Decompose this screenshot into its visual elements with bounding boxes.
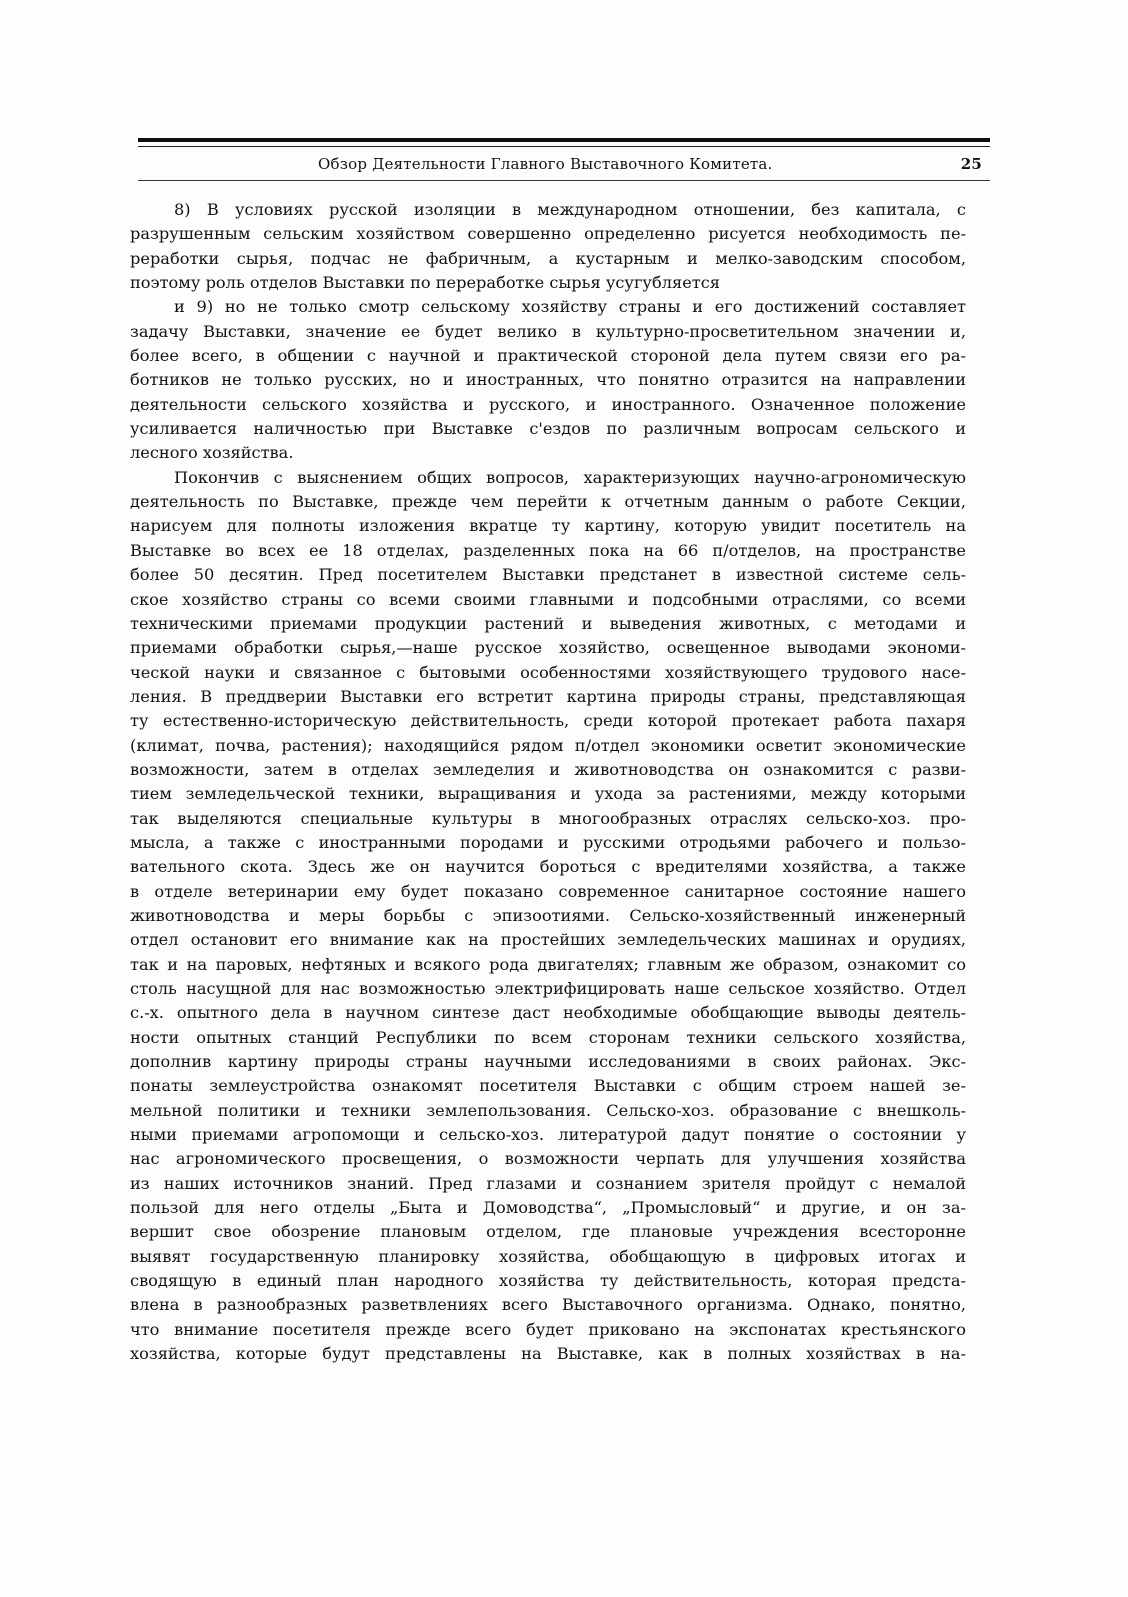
text-line: животноводства и меры борьбы с эпизоотиями. Сельско-хозяйственный инженерный (130, 905, 966, 925)
body-text (130, 198, 966, 1367)
text-line: вательного скота. Здесь же он научится бороться с вредителями хозяйства, а также (130, 857, 966, 877)
text-line: столь насущной для нас возможностью электрифицировать наше сельское хозяйство. Отдел (130, 979, 966, 998)
text-line: деятельности сельского хозяйства и русского, и иностранного. Означенное положение (130, 394, 966, 414)
text-line: влена в разнообразных разветвлениях всего Выставочного организма. Однако, понятно, (130, 1295, 966, 1315)
text-line: усиливается наличностью при Выставке с'ездов по различным вопросам сельского и (130, 419, 966, 439)
text-line: ления. В преддверии Выставки его встретит картина природы страны, представляющая (130, 686, 966, 706)
running-header-title: Обзор Деятельности Главного Выставочного Комитета. (318, 155, 773, 173)
text-line: реработки сырья, подчас не фабричным, а кустарным и мелко-заводским способом, (130, 248, 966, 268)
text-line: (климат, почва, растения); находящийся рядом п/отдел экономики осветит экономические (130, 735, 966, 755)
text-line: задачу Выставки, значение ее будет велико в культурно-просветительном значении и, (130, 321, 966, 341)
header-rule-thick (138, 138, 990, 142)
text-line: что внимание посетителя прежде всего будет приковано на экспонатах крестьянского (130, 1319, 966, 1339)
text-line: мысла, а также с иностранными породами и русскими отродьями рабочего и пользо- (130, 832, 966, 852)
text-line: хозяйства, которые будут представлены на Выставке, как в полных хозяйствах в на- (130, 1344, 966, 1364)
text-line: нас агрономического просвещения, о возможности черпать для улучшения хозяйства (130, 1149, 966, 1169)
text-line: Выставке во всех ее 18 отделах, разделенных пока на 66 п/отделов, на пространстве (130, 540, 966, 560)
text-line: техническими приемами продукции растений и выведения животных, с методами и (130, 613, 966, 633)
text-line: более 50 десятин. Пред посетителем Выставки предстанет в известной системе сель- (130, 565, 966, 585)
text-line: с.-х. опытного дела в научном синтезе даст необходимые обобщающие выводы деятель- (130, 1003, 966, 1023)
text-line: из наших источников знаний. Пред глазами и сознанием зрителя пройдут с немалой (130, 1173, 966, 1193)
text-line: лесного хозяйства. (130, 443, 294, 463)
text-line: приемами обработки сырья,—наше русское хозяйство, освещенное выводами экономи- (130, 638, 966, 658)
text-line: ческой науки и связанное с бытовыми особенностями хозяйствующего трудового насе- (130, 662, 966, 682)
text-line: так выделяются специальные культуры в многообразных отраслях сельско-хоз. про- (130, 808, 966, 828)
text-line: вершит свое обозрение плановым отделом, где плановые учреждения всесторонне (130, 1222, 966, 1242)
page-number: 25 (960, 155, 982, 173)
text-line: ботников не только русских, но и иностранных, что понятно отразится на направлении (130, 370, 966, 390)
text-line: ными приемами агропомощи и сельско-хоз. литературой дадут понятие о состоянии у (130, 1125, 966, 1145)
text-line: мельной политики и техники землепользования. Сельско-хоз. образование с внешколь- (130, 1100, 966, 1120)
text-line: и 9) но не только смотр сельскому хозяйству страны и его достижений составляет (174, 297, 966, 317)
paragraph (130, 466, 966, 1367)
text-line: нарисуем для полноты изложения вкратце ту картину, которую увидит посетитель на (130, 516, 966, 536)
text-line: возможности, затем в отделах земледелия и животноводства он ознакомится с разви- (130, 759, 966, 779)
running-header (138, 152, 990, 176)
text-line: сводящую в единый план народного хозяйства ту действительность, которая предста- (130, 1271, 966, 1291)
text-line: тием земледельческой техники, выращивания и ухода за растениями, между которыми (130, 784, 966, 804)
text-line: Покончив с выяснением общих вопросов, характеризующих научно-агрономическую (174, 467, 966, 487)
text-line: ности опытных станций Республики по всем сторонам техники сельского хозяйства, (130, 1027, 966, 1047)
text-line: в отделе ветеринарии ему будет показано современное санитарное состояние нашего (130, 881, 966, 901)
text-line: ту естественно-историческую действительность, среди которой протекает работа пахаря (130, 711, 966, 731)
paragraph (130, 295, 966, 465)
text-line: деятельность по Выставке, прежде чем перейти к отчетным данным о работе Секции, (130, 492, 966, 512)
text-line: выявят государственную планировку хозяйства, обобщающую в цифровых итогах и (130, 1246, 966, 1266)
text-line: дополнив картину природы страны научными исследованиями в своих районах. Экс- (130, 1052, 966, 1072)
text-line: отдел остановит его внимание как на простейших земледельческих машинах и орудиях, (130, 930, 966, 950)
text-line: понаты землеустройства ознакомят посетителя Выставки с общим строем нашей зе- (130, 1076, 966, 1096)
text-line: поэтому роль отделов Выставки по переработке сырья усугубляется (130, 273, 721, 293)
paragraph (130, 198, 966, 295)
text-line: ское хозяйство страны со всеми своими главными и подсобными отраслями, со всеми (130, 589, 966, 609)
header-rule-bottom (138, 180, 990, 181)
text-line: разрушенным сельским хозяйством совершенно определенно рисуется необходимость пе- (130, 224, 966, 244)
text-line: так и на паровых, нефтяных и всякого рода двигателях; главным же образом, ознакомит со (130, 954, 966, 974)
text-line: 8) В условиях русской изоляции в международном отношении, без капитала, с (174, 200, 966, 219)
text-line: более всего, в общении с научной и практической стороной дела путем связи его ра- (130, 346, 966, 366)
text-line: пользой для него отделы „Быта и Домоводства“, „Промысловый“ и другие, и он за- (130, 1198, 966, 1218)
header-rule-thin (138, 146, 990, 147)
